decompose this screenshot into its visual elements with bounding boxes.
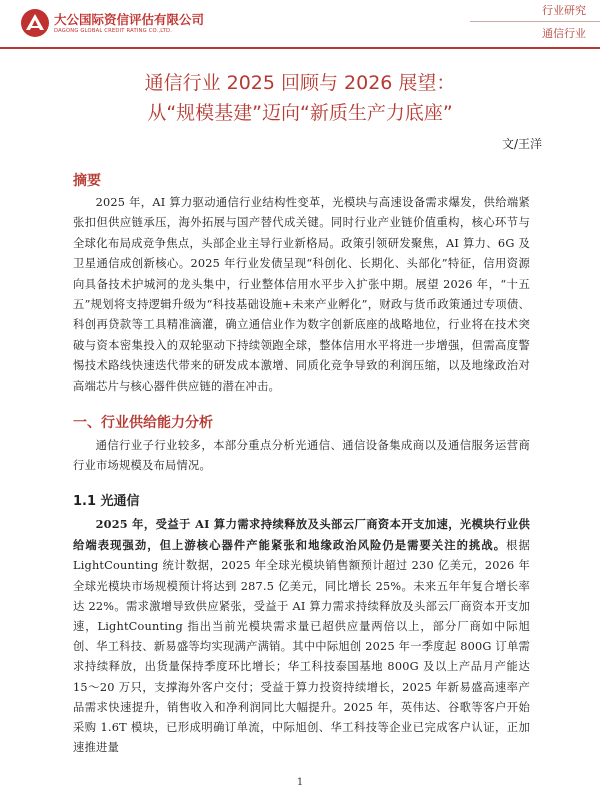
header-divider	[0, 47, 600, 49]
emphasized-sentence: 2025 年，受益于 AI 算力需求持续释放及头部云厂商资本开支加速，光模块行业供给端表现强劲，但上游核心器件产能紧张和地缘政治风险仍是需要关注的挑战。	[73, 517, 530, 553]
abstract-heading: 摘要	[73, 173, 101, 189]
report-industry: 通信行业	[542, 27, 586, 40]
header-tags	[470, 0, 600, 48]
report-category: 行业研究	[470, 0, 600, 22]
author-byline: 文/王洋	[501, 137, 542, 151]
section-intro-paragraph: 通信行业子行业较多，本部分重点分析光通信、通信设备集成商以及通信服务运营商行业市场规模及布局情况。	[73, 439, 530, 473]
body-paragraph	[73, 514, 530, 758]
abstract-paragraph: 2025 年，AI 算力驱动通信行业结构性变革，光模块与高速设备需求爆发，供给端紧张扣但供应链承压，海外拓展与国产替代成关键。同时行业产业链价值重构，核心环节与全球化布局成竞争焦点，头部企业主导行业新格局。政策引领研发聚焦，AI 算力、6G 及卫星通信成创新核心。2025 年行业发债呈现“科创化、长期化、头部化”特征，信用资源向具备技术护城河的龙头集中，行业整体信用水平步入扩张中期。展望 2026 年，“十五五”规划将支持逻辑升级为“科技基础设施+未来产业孵化”，财政与货币政策通过专项债、科创再贷款等工具精准滴灌，确立通信业作为数字创新底座的战略地位，行业将在技术突破与资本密集投入的双轮驱动下持续领跑全球，整体信用水平将进一步增强，但需高度警惕技术路线快速迭代带来的研发成本激增、同质化竞争导致的利润压缩，以及地缘政治对高端芯片与核心器件供应链的潜在冲击。	[73, 196, 530, 393]
logo-chinese-name: 大公国际资信评估有限公司	[54, 12, 205, 27]
page-number: 1	[296, 777, 304, 788]
logo-mark-icon	[20, 8, 50, 38]
report-title-line1: 通信行业 2025 回顾与 2026 展望：	[144, 72, 456, 94]
report-title-line2: 从“规模基建”迈向“新质生产力底座”	[147, 102, 453, 124]
logo-english-name: DAGONG GLOBAL CREDIT RATING CO.,LTD.	[54, 28, 173, 34]
company-logo	[20, 6, 220, 42]
subsection-heading: 1.1 光通信	[73, 494, 140, 509]
page-header	[0, 0, 600, 48]
body-paragraph-text: 根据 LightCounting 统计数据，2025 年全球光模块销售额预计超过 230 亿美元，2026 年全球光模块市场规模预计将达到 287.5 亿美元，同比增长 25%。未来五年年复合增长率达 22%。需求激增导致供应紧张，受益于 AI 算力需求持续释放及头部云厂商资本开支加速，LightCounting 指出当前光模块需求量已超供应量两倍以上，部分厂商如中际旭创、华工科技、新易盛等均实现满产满销。其中中际旭创 2025 年一季度起 800G 订单需求持续释放，出货量保持季度环比增长；华工科技泰国基地 800G 及以上产品月产能达 15～20 万只，支撑海外客户交付；受益于算力投资持续增长，2025 年新易盛高速率产品需求快速提升，销售收入和净利润同比大幅提升。2025 年，英伟达、谷歌等客户开始采购 1.6T 模块，已形成明确订单流，中际旭创、华工科技等企业已完成客户认证，正加速推进量	[73, 539, 530, 755]
section-heading: 一、行业供给能力分析	[73, 415, 213, 431]
